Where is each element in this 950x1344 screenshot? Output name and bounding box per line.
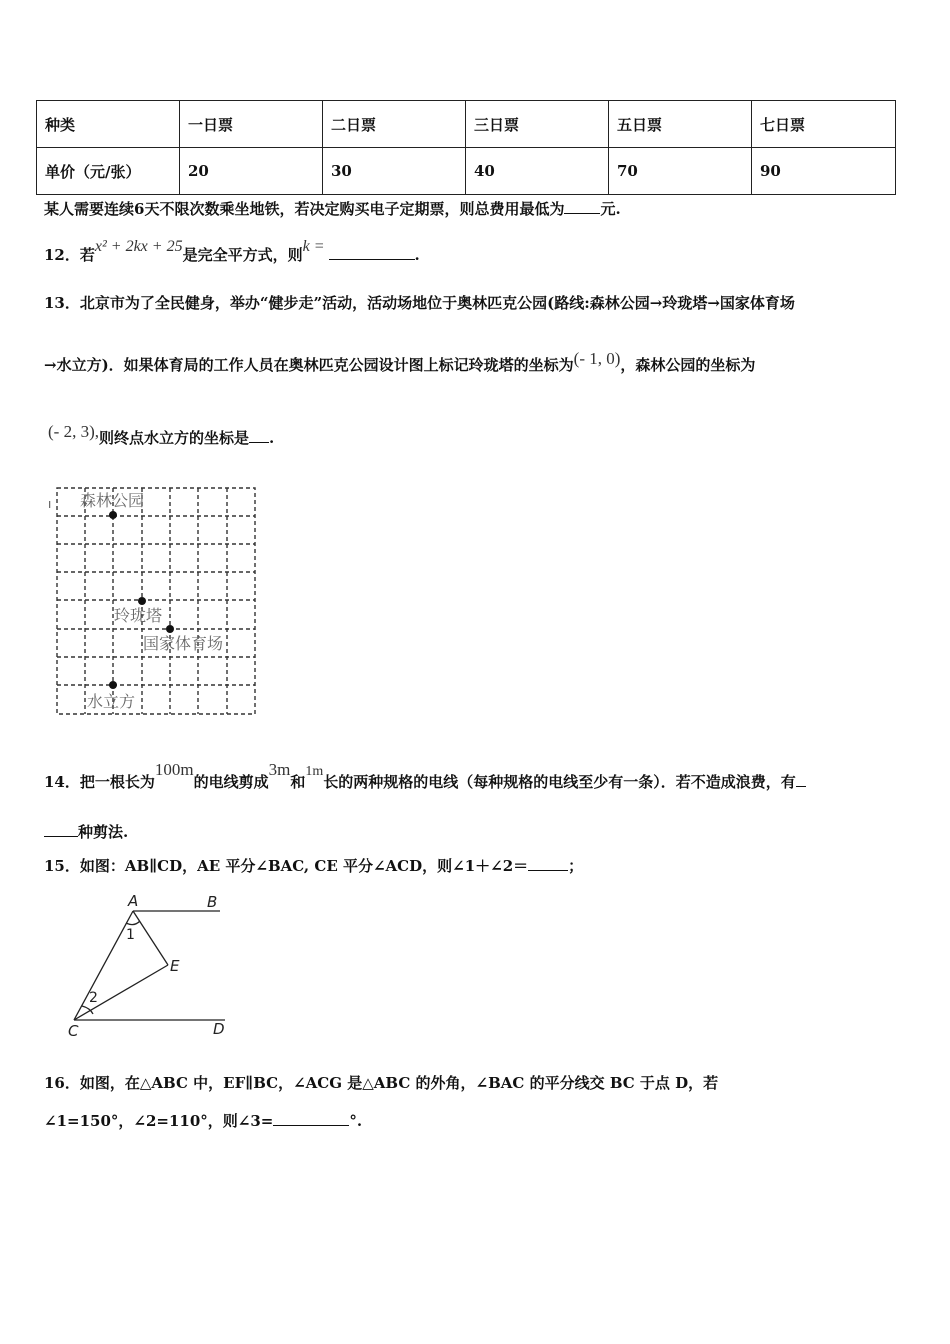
- q12-mid: 是完全平方式，则: [182, 246, 303, 264]
- olympic-park-map: [44, 482, 264, 718]
- q14-line2: [44, 822, 128, 842]
- q15-end: ；: [568, 857, 584, 875]
- angle-1-label: 1: [126, 927, 135, 943]
- table-cell: 二日票: [323, 101, 466, 148]
- q11-text: 某人需要连续6天不限次数乘坐地铁，若决定购买电子定期票，则总费用最低为: [44, 200, 565, 218]
- point-d-label: D: [213, 1020, 225, 1038]
- stadium-point: [166, 625, 174, 633]
- forest-park-point: [109, 511, 117, 519]
- table-row: [37, 101, 896, 148]
- table-cell: 30: [323, 148, 466, 195]
- answer-blank: [564, 199, 600, 214]
- q13-line2-text-b: ，森林公园的坐标为: [620, 356, 756, 374]
- q14-mid3: 长的两种规格的电线（每种规格的电线至少有一条）．若不造成浪费，有: [323, 773, 796, 791]
- point-e-label: E: [170, 957, 180, 975]
- q11-question-tail: [44, 199, 621, 219]
- water-cube-point: [109, 681, 117, 689]
- stadium-label: 国家体育场: [143, 634, 224, 653]
- q13-end: .: [269, 429, 275, 447]
- tower-label: 玲珑塔: [114, 606, 163, 625]
- q16-line2-text: ∠1=150°，∠2=110°，则∠3=: [44, 1112, 274, 1130]
- table-cell: 单价（元/张）: [37, 148, 180, 195]
- q16-line2: [44, 1111, 362, 1131]
- q15-text: 15．如图：AB∥CD，AE 平分∠BAC, CE 平分∠ACD，则∠1＋∠2＝: [44, 857, 529, 875]
- answer-blank: [44, 822, 78, 837]
- q14-length-1: 1m: [305, 764, 324, 779]
- table-cell: 70: [609, 148, 752, 195]
- q13-line3-text: 则终点水立方的坐标是: [98, 429, 249, 447]
- answer-blank: [329, 245, 415, 260]
- q12-expression: x² + 2kx + 25: [94, 238, 183, 255]
- point-a-label: A: [128, 892, 139, 910]
- q13-line3: [48, 422, 275, 448]
- q12-end: .: [414, 246, 420, 264]
- q16-end: °.: [349, 1112, 363, 1130]
- question-12: [44, 238, 420, 266]
- q14-mid1: 的电线剪成: [193, 773, 269, 791]
- q11-end: 元.: [600, 200, 621, 218]
- forest-park-label: 森林公园: [80, 491, 145, 510]
- table-cell: 种类: [37, 101, 180, 148]
- table-cell: 一日票: [180, 101, 323, 148]
- question-14: [44, 760, 806, 794]
- point-b-label: B: [207, 893, 218, 911]
- q14-length-3: 3m: [268, 760, 291, 779]
- table-cell: 40: [466, 148, 609, 195]
- table-cell: 20: [180, 148, 323, 195]
- answer-blank: [796, 772, 806, 787]
- svg-text:ı: ı: [48, 497, 52, 511]
- q13-forest-coord: (- 2, 3),: [48, 422, 99, 441]
- ticket-price-table: [36, 100, 896, 195]
- map-grid: [57, 488, 255, 714]
- point-c-label: C: [68, 1022, 79, 1040]
- table-row: [37, 148, 896, 195]
- tower-point: [138, 597, 146, 605]
- q14-mid2: 和: [290, 773, 306, 791]
- question-15: [44, 856, 583, 876]
- line-ac: [74, 911, 133, 1020]
- line-ae: [133, 911, 168, 965]
- q13-line1: 13．北京市为了全民健身，举办“健步走”活动，活动场地位于奥林匹克公园(路线:森林公园→玲珑塔→国家体育场: [44, 294, 795, 312]
- angle-2-label: 2: [89, 990, 98, 1006]
- map-border: [57, 488, 255, 714]
- q15-geometry-figure: [60, 890, 240, 1040]
- q13-tower-coord: (- 1, 0): [573, 349, 621, 368]
- table-cell: 90: [752, 148, 896, 195]
- q14-number: 14．把一根长为: [44, 773, 155, 791]
- q14-line2-text: 种剪法.: [78, 823, 129, 841]
- table-cell: 五日票: [609, 101, 752, 148]
- angle-1-arc: [126, 921, 140, 925]
- water-cube-label: 水立方: [87, 692, 136, 711]
- table-cell: 七日票: [752, 101, 896, 148]
- q13-line2-text: →水立方)．如果体育局的工作人员在奥林匹克公园设计图上标记玲珑塔的坐标为: [44, 356, 574, 374]
- answer-blank: [249, 428, 269, 443]
- q12-variable: k =: [302, 238, 325, 255]
- q14-length-100: 100m: [154, 760, 194, 779]
- q12-number: 12．若: [44, 246, 95, 264]
- answer-blank: [273, 1111, 349, 1126]
- table-cell: 三日票: [466, 101, 609, 148]
- q13-line2: [44, 349, 756, 375]
- answer-blank: [528, 856, 568, 871]
- q16-line1: 16．如图，在△ABC 中，EF∥BC，∠ACG 是△ABC 的外角，∠BAC 的平分线交 BC 于点 D，若: [44, 1074, 719, 1092]
